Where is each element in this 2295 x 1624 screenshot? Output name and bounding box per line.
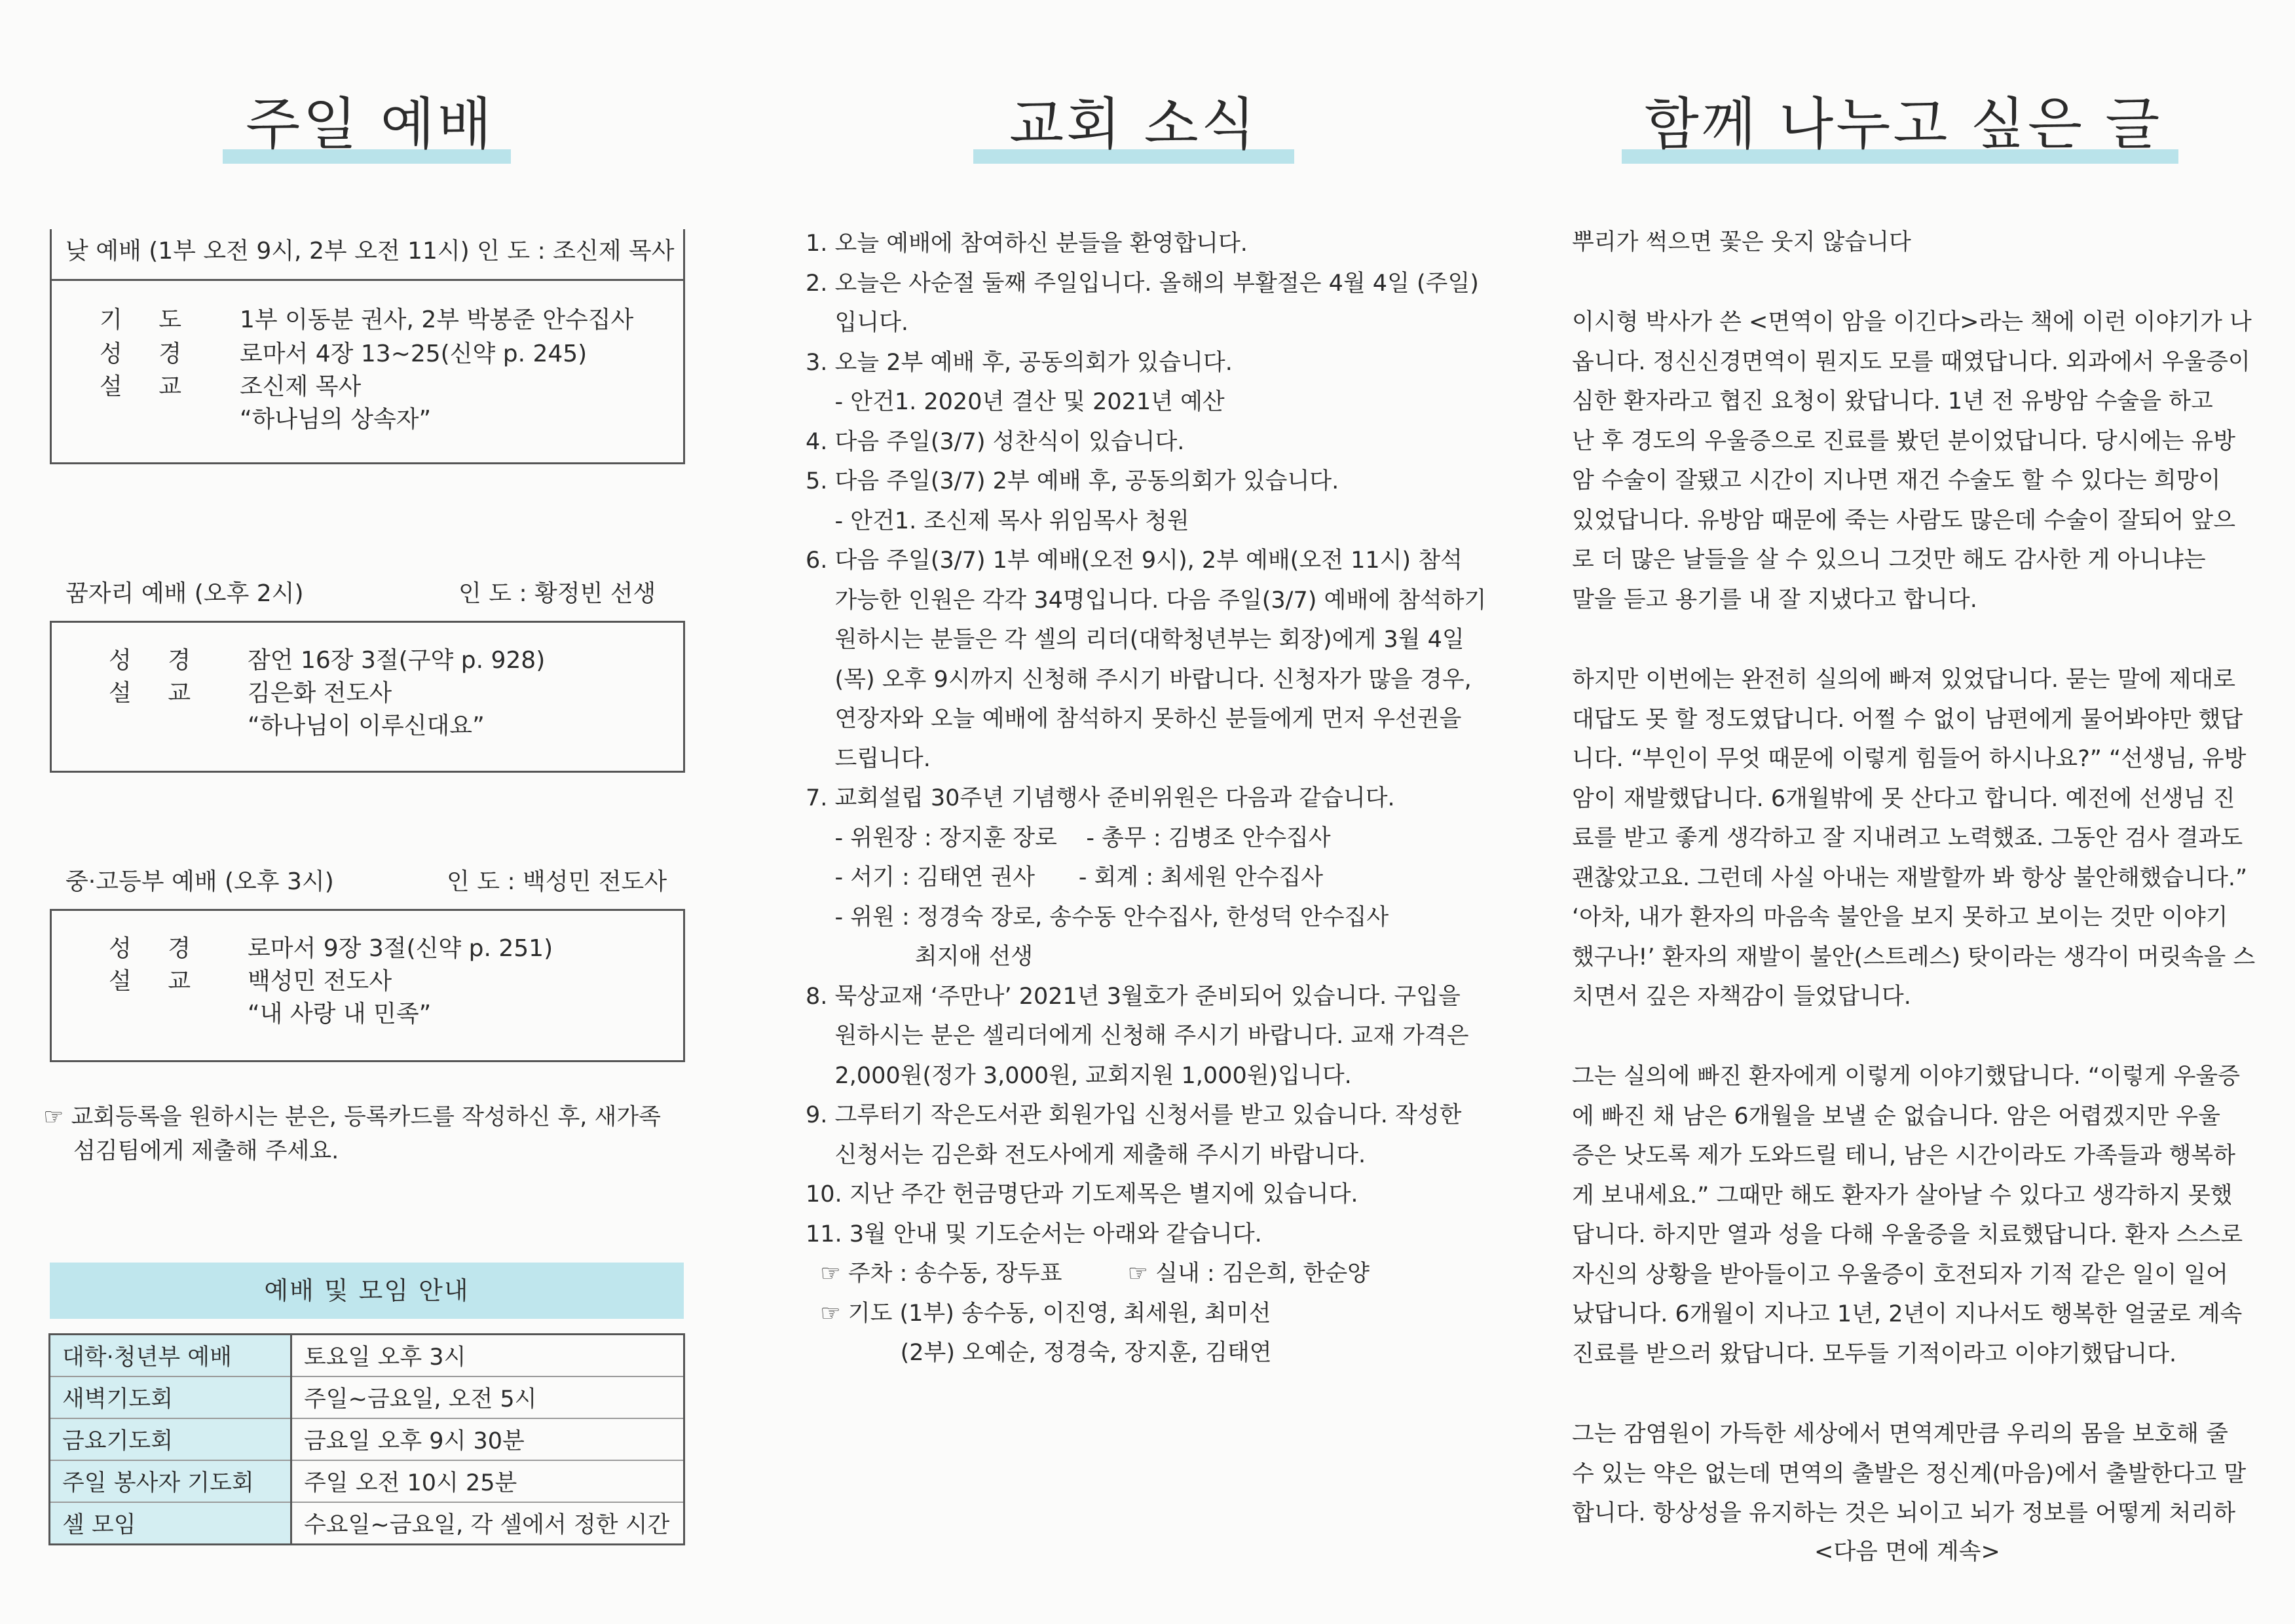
service-row: 기 도 <box>100 306 196 333</box>
news-line: ☞ 기도 (1부) 송수동, 이진영, 최세원, 최미선 <box>806 1300 1271 1327</box>
news-line: 드립니다. <box>806 745 931 772</box>
shared-writing-header <box>1622 79 2185 160</box>
service-row-value: 조신제 목사 <box>240 373 362 400</box>
service-row-value: 로마서 9장 3절(신약 p. 251) <box>248 935 553 962</box>
news-line: 원하시는 분들은 각 셀의 리더(대학청년부는 회장)에게 3월 4일 <box>806 627 1465 653</box>
news-line: 10. 지난 주간 헌금명단과 기도제목은 별지에 있습니다. <box>806 1181 1358 1208</box>
news-line: 2. 오늘은 사순절 둘째 주일입니다. 올해의 부활절은 4월 4일 (주일) <box>806 270 1479 297</box>
sermon-title: “하나님이 이루신대요” <box>248 712 485 739</box>
page-title-church-news: 교회 소식 <box>1009 92 1258 157</box>
table-row: 주일 봉사자 기도회 주일 오전 10시 25분 <box>50 1460 684 1502</box>
news-line: 3. 오늘 2부 예배 후, 공동의회가 있습니다. <box>806 349 1233 376</box>
service-title: 꿈자리 예배 (오후 2시) <box>65 580 304 607</box>
essay-paragraph: 하지만 이번에는 완전히 실의에 빠져 있었답니다. 묻는 말에 제대로 대답도 못 할 정도였답니다. 어쩔 수 없이 남편에게 물어봐야만 했답 니다. “부인이 무엇 때문에 이렇게 힘들어 하시나요?” “선생님, 유방 암이 재발했답니다. 6개월밖에 못 산다고 합니다. 예전에 선생님 진 료를 받고 좋게 생각하고 잘 지내려고 노력했죠. 그동안 검사 결과도 괜찮았고요. 그런데 사실 아내는 재발할까 봐 항상 불안해했습니다.” ‘아차, 내가 환자의 마음속 불안을 보지 못하고 보이는 것만 이야기 했구나!’ 환자의 재발이 불안(스트레스) 탓이라는 생각이 머릿속을 스 치면서 깊은 자책감이 들었답니다. <box>1572 667 2256 1010</box>
service-row: 성 경 <box>109 935 205 962</box>
news-line: 6. 다음 주일(3/7) 1부 예배(오전 9시), 2부 예배(오전 11시) 참석 <box>806 547 1463 574</box>
service-title: 낮 예배 (1부 오전 9시, 2부 오전 11시) 인 도 : 조신제 목사 <box>65 238 675 265</box>
news-line: 8. 묵상교재 ‘주만나’ 2021년 3월호가 준비되어 있습니다. 구입을 <box>806 983 1461 1010</box>
news-line: - 위원장 : 장지훈 장로 - 총무 : 김병조 안수집사 <box>806 824 1331 851</box>
page-title-sunday-worship: 주일 예배 <box>246 92 494 157</box>
service-row-value: 백성민 전도사 <box>248 968 392 995</box>
news-line: ☞ 주차 : 송수동, 장두표 ☞ 실내 : 김은희, 한순양 <box>806 1261 1370 1287</box>
news-line: - 안건1. 2020년 결산 및 2021년 예산 <box>806 389 1225 415</box>
essay-paragraph: 그는 감염원이 가득한 세상에서 면역계만큼 우리의 몸을 보호해 줄 수 있는 약은 없는데 면역의 출발은 정신계(마음)에서 출발한다고 말 합니다. 항상성을 유지하는 것은 뇌이고 뇌가 정보를 어떻게 처리하 <box>1572 1421 2247 1526</box>
registration-note: ☞ 교회등록을 원하시는 분은, 등록카드를 작성하신 후, 새가족 섬김팀에게 제출해 주세요. <box>43 1104 661 1164</box>
divider <box>50 279 685 281</box>
news-line: 9. 그루터기 작은도서관 회원가입 신청서를 받고 있습니다. 작성한 <box>806 1102 1462 1128</box>
table-row: 새벽기도회 주일~금요일, 오전 5시 <box>50 1376 684 1418</box>
service-row-value: 로마서 4장 13~25(신약 p. 245) <box>240 341 588 367</box>
essay-paragraph: 그는 실의에 빠진 환자에게 이렇게 이야기했답니다. “이렇게 우울증 에 빠진 채 남은 6개월을 보낼 순 없습니다. 암은 어렵겠지만 우울 증은 낫도록 제가 도와드릴 테니, 남은 시간이라도 가족들과 행복하 게 보내세요.” 그때만 해도 환자가 살아날 수 있다고 생각하지 못했 답니다. 하지만 열과 성을 다해 우울증을 치료했답니다. 환자 스스로 자신의 상황을 받아들이고 우울증이 호전되자 기적 같은 일이 일어 났답니다. 6개월이 지나고 1년, 2년이 지나서도 행복한 얼굴로 계속 진료를 받으러 왔답니다. 모두들 기적이라고 이야기했답니다. <box>1572 1063 2243 1367</box>
news-line: 최지애 선생 <box>806 944 1034 970</box>
news-line: 1. 오늘 예배에 참여하신 분들을 환영합니다. <box>806 231 1248 257</box>
news-line: 2,000원(정가 3,000원, 교회지원 1,000원)입니다. <box>806 1062 1352 1089</box>
sermon-title: “내 사랑 내 민족” <box>248 1001 432 1027</box>
service-row-value: 1부 이동분 권사, 2부 박봉준 안수집사 <box>240 306 634 333</box>
news-line: 7. 교회설립 30주년 기념행사 준비위원은 다음과 같습니다. <box>806 785 1395 811</box>
news-line: 신청서는 김은화 전도사에게 제출해 주시기 바랍니다. <box>806 1141 1366 1168</box>
continued-note: <다음 면에 계속> <box>1814 1539 2000 1565</box>
news-line: - 서기 : 김태연 권사 - 회계 : 최세원 안수집사 <box>806 864 1324 891</box>
news-line: 입니다. <box>806 310 909 336</box>
service-row: 성 경 <box>109 647 205 674</box>
essay-title: 뿌리가 썩으면 꽃은 웃지 않습니다 <box>1572 229 1911 255</box>
table-row: 셀 모임 수요일~금요일, 각 셀에서 정한 시간 <box>50 1502 684 1545</box>
news-line: 원하시는 분은 셀리더에게 신청해 주시기 바랍니다. 교재 가격은 <box>806 1023 1469 1049</box>
news-line: 11. 3월 안내 및 기도순서는 아래와 같습니다. <box>806 1221 1262 1247</box>
essay-paragraph: 이시형 박사가 쓴 <면역이 암을 이긴다>라는 책에 이런 이야기가 나 옵니다. 정신신경면역이 뭔지도 모를 때였답니다. 외과에서 우울증이 심한 환자라고 협진 요청이 왔답니다. 1년 전 유방암 수술을 하고 난 후 경도의 우울증으로 진료를 봤던 분이었답니다. 당시에는 유방 암 수술이 잘됐고 시간이 지나면 재건 수술도 할 수 있다는 희망이 있었답니다. 유방암 때문에 죽는 사람도 많은데 수술이 잘되어 앞으 로 더 많은 날들을 살 수 있으니 그것만 해도 감사한 게 아니냐는 말을 듣고 용기를 내 잘 지냈다고 합니다. <box>1572 309 2252 613</box>
church-news-header <box>973 79 1294 160</box>
news-line: - 위원 : 정경숙 장로, 송수동 안수집사, 한성덕 안수집사 <box>806 904 1389 931</box>
news-line: (목) 오후 9시까지 신청해 주시기 바랍니다. 신청자가 많을 경우, <box>806 666 1472 693</box>
table-row: 금요기도회 금요일 오후 9시 30분 <box>50 1418 684 1460</box>
table-row: 대학·청년부 예배 토요일 오후 3시 <box>50 1335 684 1377</box>
pointing-hand-icon: ☞ <box>43 1104 64 1130</box>
service-leader: 인 도 : 황정빈 선생 <box>458 580 656 607</box>
service-row-value: 김은화 전도사 <box>248 680 392 707</box>
service-title: 중·고등부 예배 (오후 3시) <box>65 868 334 895</box>
sermon-title: “하나님의 상속자” <box>240 406 432 433</box>
service-row-value: 잠언 16장 3절(구약 p. 928) <box>248 647 546 674</box>
news-list <box>806 224 1486 1373</box>
service-row: 설 교 <box>109 968 205 995</box>
service-row: 성 경 <box>100 341 196 367</box>
guide-title: 예배 및 모임 안내 <box>50 1263 684 1319</box>
news-line: 연장자와 오늘 예배에 참석하지 못하신 분들에게 먼저 우선권을 <box>806 706 1462 732</box>
page-title-shared-writing: 함께 나누고 싶은 글 <box>1644 92 2163 157</box>
service-row: 설 교 <box>109 680 205 707</box>
guide-table <box>48 1333 685 1545</box>
news-line: (2부) 오예순, 정경숙, 장지훈, 김태연 <box>806 1340 1272 1366</box>
news-line: 가능한 인원은 각각 34명입니다. 다음 주일(3/7) 예배에 참석하기 <box>806 587 1487 614</box>
service-row: 설 교 <box>100 373 196 400</box>
news-line: 4. 다음 주일(3/7) 성찬식이 있습니다. <box>806 428 1185 455</box>
service-leader: 인 도 : 백성민 전도사 <box>447 868 667 895</box>
news-line: 5. 다음 주일(3/7) 2부 예배 후, 공동의회가 있습니다. <box>806 468 1339 494</box>
sunday-worship-header <box>223 79 517 160</box>
news-line: - 안건1. 조신제 목사 위임목사 청원 <box>806 507 1189 534</box>
